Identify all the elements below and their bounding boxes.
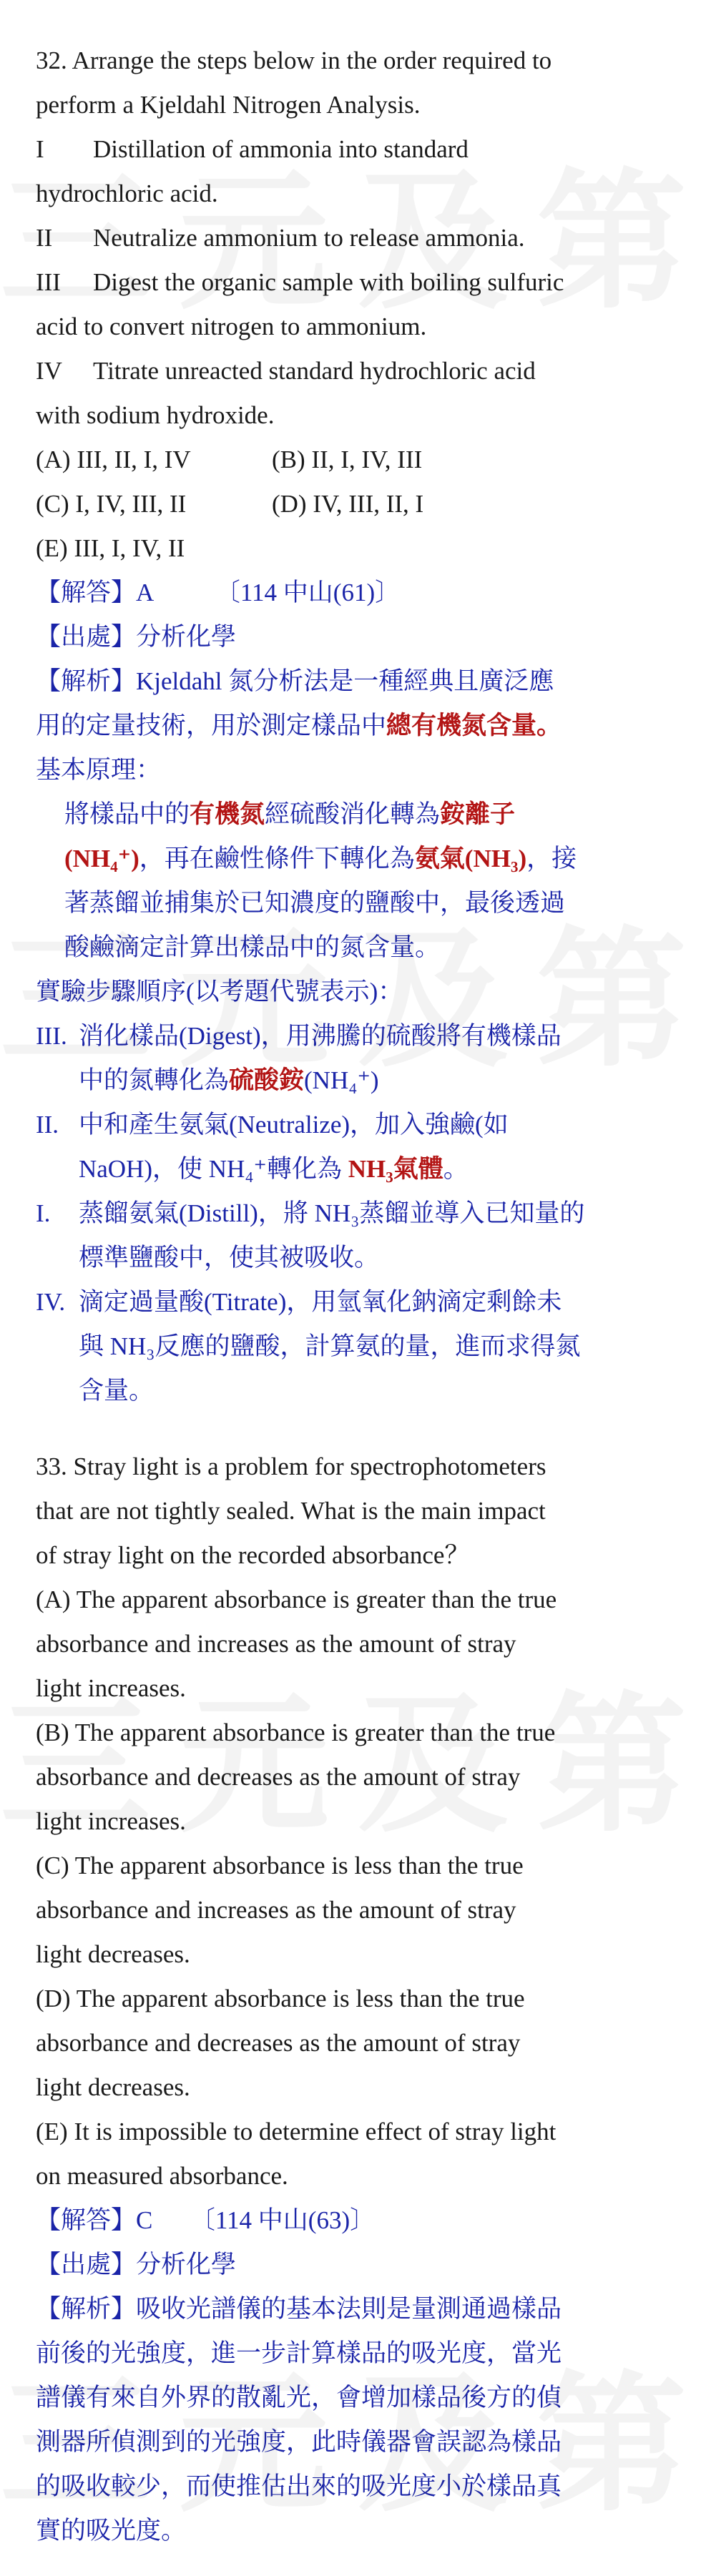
highlight-text: NH₃氣體 (348, 1155, 443, 1183)
principle-text (36, 837, 665, 881)
option: (E) III, I, IV, II (36, 534, 185, 562)
option-text: absorbance and decreases as the amount of stray (36, 2029, 521, 2057)
procedure-step (36, 1280, 665, 1413)
step-number: I (36, 135, 44, 163)
principle-text: 著蒸餾並捕集於已知濃度的鹽酸中，最後透過 (64, 889, 566, 917)
answer-line: 【解答】C 〔114 中山(63)〕 (36, 2206, 376, 2234)
option-text: (D) The apparent absorbance is less than the true (36, 1985, 525, 2012)
step-body (79, 1014, 665, 1103)
procedure-step (36, 1191, 665, 1280)
question-text: that are not tightly sealed. What is the main impact (36, 1497, 546, 1525)
answer-options (36, 438, 665, 571)
options-row (36, 526, 665, 571)
explanation-text: 【解析】Kjeldahl 氮分析法是一種經典且廣泛應 (36, 667, 554, 695)
question-text: of stray light on the recorded absorbance？ (36, 1541, 470, 1569)
text-segment: (NH₄⁺) (304, 1066, 379, 1094)
step-item (36, 127, 665, 172)
option: (C) I, IV, III, II (36, 490, 187, 518)
step-text (79, 1147, 665, 1191)
step-body (79, 1191, 665, 1280)
step-body (79, 1280, 665, 1413)
highlight-text: 硫酸銨 (229, 1066, 305, 1094)
explanation-text: 的吸收較少，而使推估出來的吸光度小於樣品真 (36, 2472, 562, 2500)
text-segment: 中的氮轉化為 (79, 1066, 230, 1094)
step-number: II (36, 224, 53, 252)
highlight-text: 銨離子 (440, 800, 516, 828)
explanation-text: 譜儀有來自外界的散亂光，會增加樣品後方的偵 (36, 2384, 562, 2412)
step-body (79, 1103, 665, 1191)
step-text: 含量。 (79, 1377, 155, 1405)
step-text: Distillation of ammonia into standard (93, 135, 469, 163)
step-item (36, 260, 665, 305)
step-continuation: acid to convert nitrogen to ammonium. (36, 313, 427, 340)
option-text: on measured absorbance. (36, 2162, 288, 2190)
step-text: 消化樣品(Digest)，用沸騰的硫酸將有機樣品 (79, 1022, 562, 1050)
step-list (36, 127, 665, 438)
step-number: III. (36, 1022, 67, 1050)
explanation-text: 實的吸光度。 (36, 2517, 187, 2545)
question-text: 33. Stray light is a problem for spectrophotometers (36, 1452, 546, 1480)
question-32 (36, 39, 665, 1413)
option-text: light increases. (36, 1674, 186, 1702)
option-text: (E) It is impossible to determine effect of stray light (36, 2118, 557, 2145)
step-text: 標準鹽酸中，使其被吸收。 (79, 1244, 380, 1272)
explanation-text: 【解析】吸收光譜儀的基本法則是量測通過樣品 (36, 2295, 562, 2323)
option-text: (C) The apparent absorbance is less than the true (36, 1852, 524, 1879)
highlight-text: 有機氮 (190, 800, 265, 828)
explanation-text: 測器所偵測到的光強度，此時儀器會誤認為樣品 (36, 2428, 562, 2456)
options-row (36, 482, 665, 526)
step-text: 中和產生氨氣(Neutralize)，加入強鹼(如 (79, 1111, 509, 1139)
step-text: Neutralize ammonium to release ammonia. (93, 224, 525, 252)
option: (B) II, I, IV, III (272, 446, 423, 473)
explanation-text (36, 704, 665, 748)
option-text: light decreases. (36, 2073, 190, 2101)
principle-heading: 基本原理： (36, 756, 162, 784)
step-item (36, 216, 665, 260)
question-33 (36, 1445, 665, 2553)
option-text: (B) The apparent absorbance is greater than the true (36, 1719, 556, 1746)
highlight-text: 總有機氮含量。 (386, 712, 562, 739)
step-continuation: with sodium hydroxide. (36, 401, 275, 429)
option-text: absorbance and decreases as the amount of stray (36, 1763, 521, 1791)
source-line: 【出處】分析化學 (36, 623, 237, 651)
step-item (36, 349, 665, 393)
principle-text: 酸鹼滴定計算出樣品中的氮含量。 (64, 933, 441, 961)
principle-text (36, 792, 665, 837)
step-text: Titrate unreacted standard hydrochloric acid (93, 357, 536, 385)
highlight-text: 氨氣(NH₃) (414, 845, 527, 872)
question-text: perform a Kjeldahl Nitrogen Analysis. (36, 91, 421, 119)
procedure-step (36, 1103, 665, 1191)
text-segment: 將樣品中的 (64, 800, 190, 828)
step-number: IV (36, 357, 62, 385)
text-segment: 。 (443, 1155, 469, 1183)
step-text: 與 NH₃反應的鹽酸，計算氨的量，進而求得氮 (79, 1332, 581, 1360)
step-text: Digest the organic sample with boiling sulfuric (93, 268, 564, 296)
option-text: absorbance and increases as the amount of stray (36, 1896, 516, 1924)
source-line: 【出處】分析化學 (36, 2251, 237, 2278)
answer-line: 【解答】A 〔114 中山(61)〕 (36, 579, 401, 606)
step-number: I. (36, 1199, 51, 1227)
text-segment: 經硫酸消化轉為 (265, 800, 441, 828)
text-segment: ，接 (526, 845, 577, 872)
procedure-step (36, 1014, 665, 1103)
highlight-text: (NH₄⁺) (64, 845, 139, 872)
step-continuation: hydrochloric acid. (36, 180, 218, 207)
step-text (79, 1058, 665, 1103)
explanation-segment: 用的定量技術，用於測定樣品中 (36, 712, 387, 739)
option: (A) III, II, I, IV (36, 446, 191, 473)
option: (D) IV, III, II, I (272, 490, 424, 518)
text-segment: NaOH)，使 NH₄⁺轉化為 (79, 1155, 348, 1183)
step-number: II. (36, 1111, 59, 1139)
explanation-text: 前後的光強度，進一步計算樣品的吸光度，當光 (36, 2339, 562, 2367)
option-text: (A) The apparent absorbance is greater than the true (36, 1586, 557, 1613)
step-text: 蒸餾氨氣(Distill)，將 NH₃蒸餾並導入已知量的 (79, 1199, 585, 1227)
step-text: 滴定過量酸(Titrate)，用氫氧化鈉滴定剩餘未 (79, 1288, 562, 1316)
step-number: III (36, 268, 61, 296)
step-number: IV. (36, 1288, 66, 1316)
option-text: light decreases. (36, 1940, 190, 1968)
spacer (36, 1413, 665, 1445)
options-row (36, 438, 665, 482)
option-text: absorbance and increases as the amount of stray (36, 1630, 516, 1658)
order-heading: 實驗步驟順序(以考題代號表示)： (36, 978, 403, 1006)
question-text: 32. Arrange the steps below in the order required to (36, 46, 552, 74)
text-segment: ，再在鹼性條件下轉化為 (139, 845, 415, 872)
option-text: light increases. (36, 1807, 186, 1835)
